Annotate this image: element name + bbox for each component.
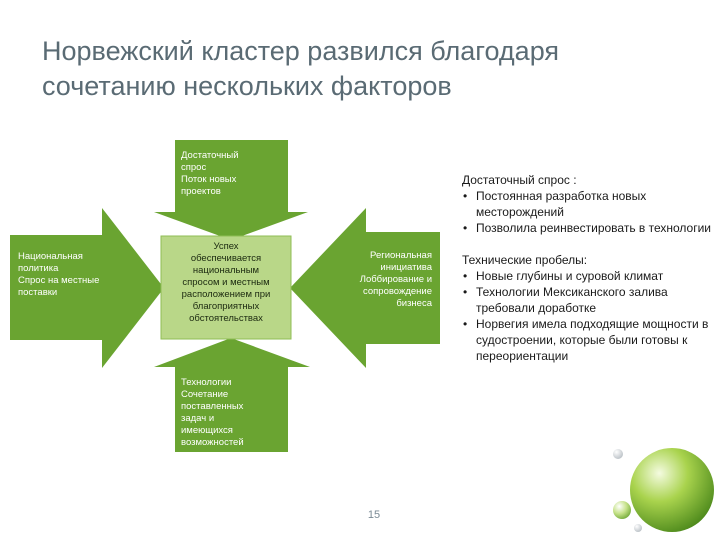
right-arrow-text (330, 250, 432, 310)
right-arrow-line: Лоббирование и (359, 274, 432, 285)
center-line: расположением при (181, 289, 271, 300)
top-arrow-line: спрос (181, 162, 207, 173)
bottom-arrow-text (181, 377, 244, 449)
center-line: обстоятельствах (189, 313, 263, 324)
center-line: спросом и местным (182, 277, 270, 288)
tiny-grey-orb (634, 524, 642, 532)
bottom-arrow-line: имеющихся (181, 425, 233, 436)
left-arrow-line: Спрос на местные (18, 275, 100, 286)
slide-title-line-1: Норвежский кластер развился благодаря (42, 36, 560, 66)
top-arrow-line: Поток новых (181, 174, 237, 185)
center-line: Успех (213, 241, 239, 252)
side-heading-tech-gaps: Технические пробелы: (462, 253, 588, 267)
left-arrow-line: политика (18, 263, 59, 274)
bottom-arrow-line: задач и (181, 413, 215, 424)
left-arrow-line: поставки (18, 287, 58, 298)
top-arrow-line: Достаточный (181, 150, 239, 161)
tech-gaps-list (462, 268, 712, 364)
large-green-orb (630, 448, 714, 532)
tech-gaps-list-item: • Норвегия имела подходящие мощности в судостроении, которые были готовы к переориентации (462, 316, 712, 364)
right-arrow-line: сопровождение (363, 286, 432, 297)
right-arrow-line: Региональная (370, 250, 432, 261)
left-arrow-line: Национальная (18, 251, 83, 262)
tech-gaps-list-item: • Технологии Мексиканского залива требовали доработке (462, 284, 712, 316)
demand-list-item: • Постоянная разработка новых месторождений (462, 188, 712, 220)
demand-list-item: • Позволила реинвестировать в технологии (462, 220, 712, 236)
decorative-orbs (600, 440, 720, 540)
tech-gaps-block (462, 252, 712, 364)
small-grey-orb (613, 449, 623, 459)
top-arrow-text (181, 150, 239, 198)
bottom-arrow-line: Сочетание (181, 389, 229, 400)
right-arrow-line: бизнеса (396, 298, 432, 309)
slide-title-line-2: сочетанию нескольких факторов (42, 71, 452, 101)
side-heading-demand: Достаточный спрос : (462, 173, 577, 187)
right-arrow-line: инициатива (380, 262, 432, 273)
bottom-arrow-line: Технологии (181, 377, 232, 388)
page-number: 15 (367, 509, 381, 521)
tech-gaps-list-item: • Новые глубины и суровой климат (462, 268, 712, 284)
bottom-arrow-line: возможностей (181, 437, 244, 448)
side-notes (462, 172, 712, 364)
top-arrow-line: проектов (181, 186, 221, 197)
demand-list (462, 188, 712, 236)
center-box-text (165, 241, 287, 325)
bottom-arrow-line: поставленных (181, 401, 244, 412)
left-arrow-text (18, 251, 99, 299)
center-line: благоприятных (192, 301, 260, 312)
center-line: обеспечивается (190, 253, 262, 264)
small-green-orb (613, 501, 631, 519)
center-line: национальным (192, 265, 260, 276)
